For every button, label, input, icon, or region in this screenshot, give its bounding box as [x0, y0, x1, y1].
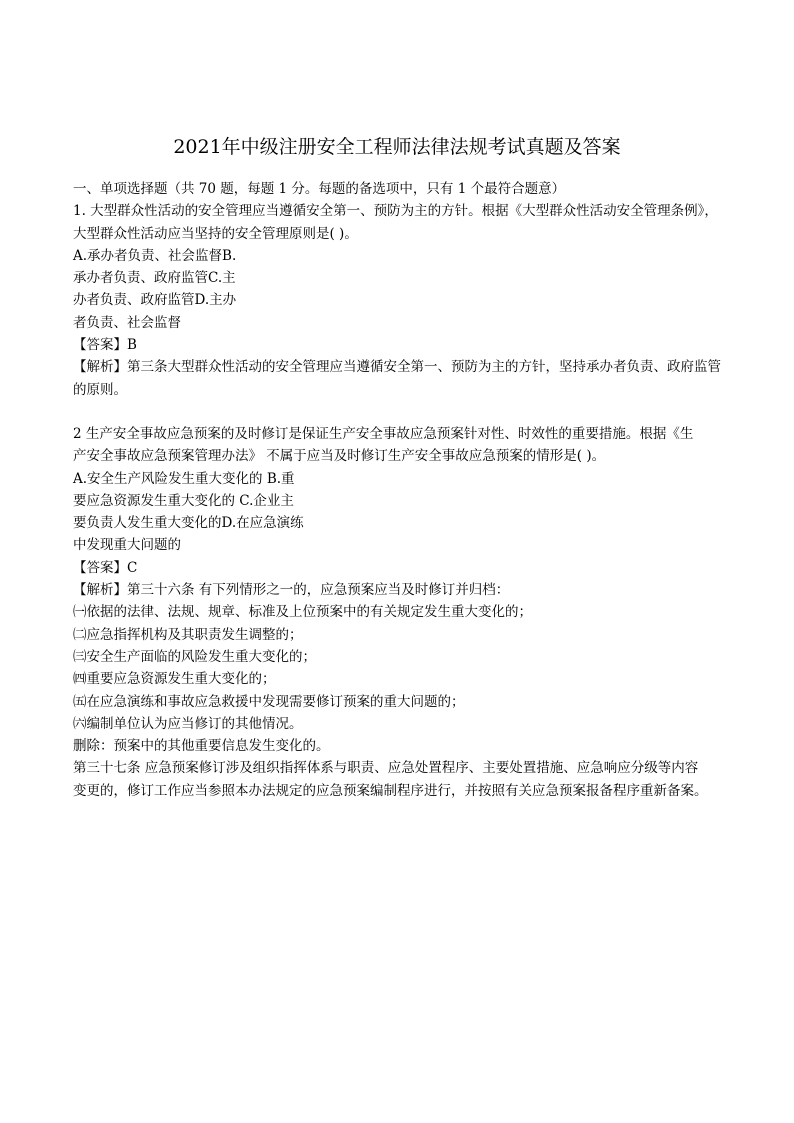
- question-2-analysis-line: ㈣重要应急资源发生重大变化的；: [73, 671, 276, 688]
- question-2-analysis-line: ㈥编制单位认为应当修订的其他情况。: [73, 715, 303, 732]
- question-1-option-line: A.承办者负责、社会监督B.: [73, 247, 237, 264]
- question-1-stem-line: 1. 大型群众性活动的安全管理应当遵循安全第一、预防为主的方针。根据《大型群众性活动安全管理条例》，: [73, 203, 718, 220]
- question-1-stem-line: 大型群众性活动应当坚持的安全管理原则是( )。: [73, 225, 358, 242]
- question-2-option-line: 中发现重大问题的: [73, 537, 181, 554]
- question-2-analysis-line: ㈡应急指挥机构及其职责发生调整的；: [73, 626, 303, 643]
- question-1-option-line: 办者负责、政府监管D.主办: [73, 292, 237, 309]
- question-2-option-line: 要负责人发生重大变化的D.在应急演练: [73, 515, 304, 532]
- question-1-option-line: 承办者负责、政府监管C.主: [73, 270, 236, 287]
- question-2-stem-line: 2 生产安全事故应急预案的及时修订是保证生产安全事故应急预案针对性、时效性的重要措施。根据《生: [73, 425, 694, 442]
- question-1-analysis-line: 【解析】第三条大型群众性活动的安全管理应当遵循安全第一、预防为主的方针，坚持承办者负责、政府监管: [73, 359, 721, 376]
- question-2: [73, 423, 733, 802]
- question-1-answer: 【答案】B: [73, 337, 137, 354]
- section-heading: 一、单项选择题（共 70 题，每题 1 分。每题的备选项中，只有 1 个最符合题意）: [73, 181, 566, 197]
- question-1-analysis-line: 的原则。: [73, 381, 127, 398]
- document-body: [73, 178, 733, 802]
- question-2-answer: 【答案】C: [73, 559, 138, 576]
- question-2-analysis-line: ㈠依据的法律、法规、规章、标准及上位预案中的有关规定发生重大变化的；: [73, 604, 532, 621]
- question-2-analysis-line: ㈢安全生产面临的风险发生重大变化的；: [73, 648, 316, 665]
- question-2-analysis-line: 删除：预案中的其他重要信息发生变化的。: [73, 738, 330, 755]
- question-2-analysis-line: 变更的，修订工作应当参照本办法规定的应急预案编制程序进行，并按照有关应急预案报备程序重新备案。: [73, 782, 708, 799]
- question-2-analysis-line: ㈤在应急演练和事故应急救援中发现需要修订预案的重大问题的；: [73, 693, 465, 710]
- question-2-stem-line: 产安全事故应急预案管理办法》 不属于应当及时修订生产安全事故应急预案的情形是( )。: [73, 448, 606, 465]
- question-2-option-line: 要应急资源发生重大变化的 C.企业主: [73, 492, 294, 509]
- question-2-analysis-line: 【解析】第三十六条 有下列情形之一的，应急预案应当及时修订并归档：: [73, 582, 510, 599]
- question-1-option-line: 者负责、社会监督: [73, 314, 181, 331]
- page-title: 2021年中级注册安全工程师法律法规考试真题及答案: [173, 136, 621, 158]
- question-2-option-line: A.安全生产风险发生重大变化的 B.重: [73, 470, 295, 487]
- paragraph-gap: [73, 401, 733, 423]
- question-2-analysis-line: 第三十七条 应急预案修订涉及组织指挥体系与职责、应急处置程序、主要处置措施、应急响应分级等内容: [73, 760, 699, 777]
- question-1: [73, 200, 733, 401]
